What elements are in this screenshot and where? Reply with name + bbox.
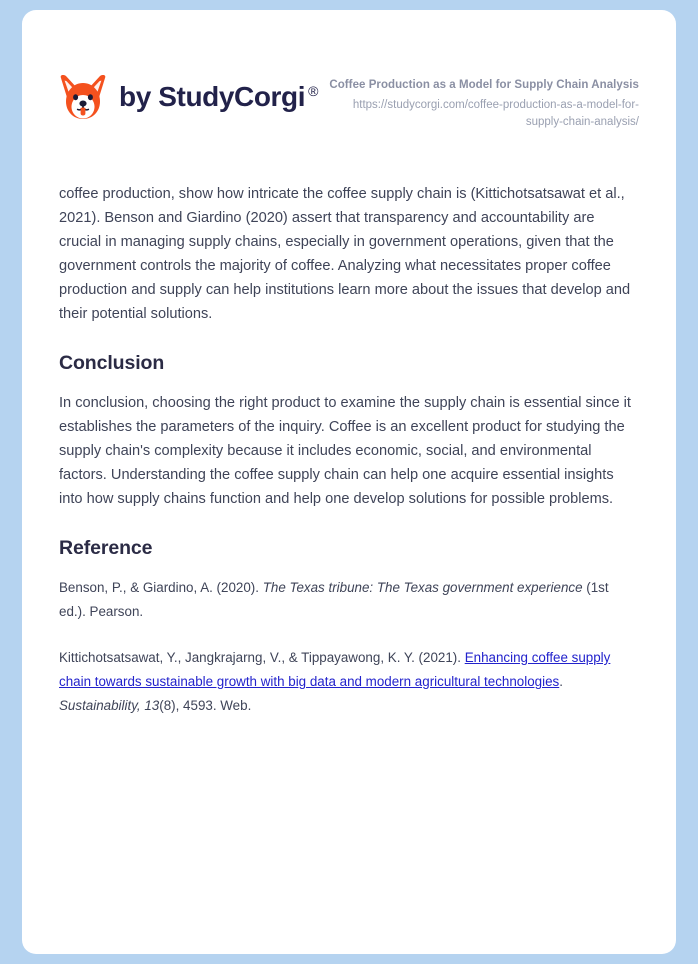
registered-trademark-icon: ® bbox=[308, 83, 319, 99]
reference-entry-1 bbox=[59, 576, 639, 624]
reference-authors: Benson, P., & Giardino, A. (2020). bbox=[59, 580, 263, 595]
document-page bbox=[22, 10, 676, 954]
document-title: Coffee Production as a Model for Supply Chain Analysis bbox=[329, 79, 639, 91]
document-url: https://studycorgi.com/coffee-production-as-a-model-for-supply-chain-analysis/ bbox=[352, 98, 639, 128]
document-body bbox=[59, 182, 639, 718]
paragraph-conclusion: In conclusion, choosing the right product to examine the supply chain is essential since it establishes the parameters of the inquiry. Coffee is an excellent product for studying the supply chain's complexity because it includes economic, social, and environmental factors. Understanding the coffee supply chain can help one acquire essential insights into how supply chains function and help one develop solutions for possible problems. bbox=[59, 395, 631, 507]
reference-authors: Kittichotsatsawat, Y., Jangkrajarng, V., & Tippayawong, K. Y. (2021). bbox=[59, 650, 465, 665]
reference-separator: . bbox=[559, 674, 563, 689]
reference-entry-2 bbox=[59, 646, 639, 718]
reference-list bbox=[59, 576, 639, 718]
paragraph-intro: coffee production, show how intricate the coffee supply chain is (Kittichotsatsawat et al., 2021). Benson and Giardino (2020) assert that transparency and accountability are crucial in managing supply chains, especially in government operations, given that the government controls the majority of coffee. Analyzing what necessitates proper coffee production and supply can help institutions learn more about the issues that develop and their potential solutions. bbox=[59, 186, 631, 322]
reference-title-italic: The Texas tribune: The Texas government experience bbox=[262, 580, 583, 595]
brand-block bbox=[59, 58, 318, 122]
document-meta bbox=[318, 58, 639, 131]
document-masthead bbox=[59, 58, 639, 130]
reference-link[interactable]: Enhancing coffee supply chain towards sustainable growth with big data and modern agricultural technologies bbox=[59, 650, 611, 689]
page-content bbox=[22, 10, 676, 718]
brand-name: by StudyCorgi bbox=[119, 81, 306, 112]
heading-conclusion: Conclusion bbox=[59, 352, 165, 374]
reference-tail: (1st ed.). Pearson. bbox=[59, 580, 609, 619]
corgi-head-icon bbox=[59, 72, 107, 122]
brand-wordmark bbox=[119, 83, 318, 111]
reference-tail: (8), 4593. Web. bbox=[159, 698, 252, 713]
heading-reference: Reference bbox=[59, 537, 153, 559]
reference-journal-italic: Sustainability, 13 bbox=[59, 698, 160, 713]
